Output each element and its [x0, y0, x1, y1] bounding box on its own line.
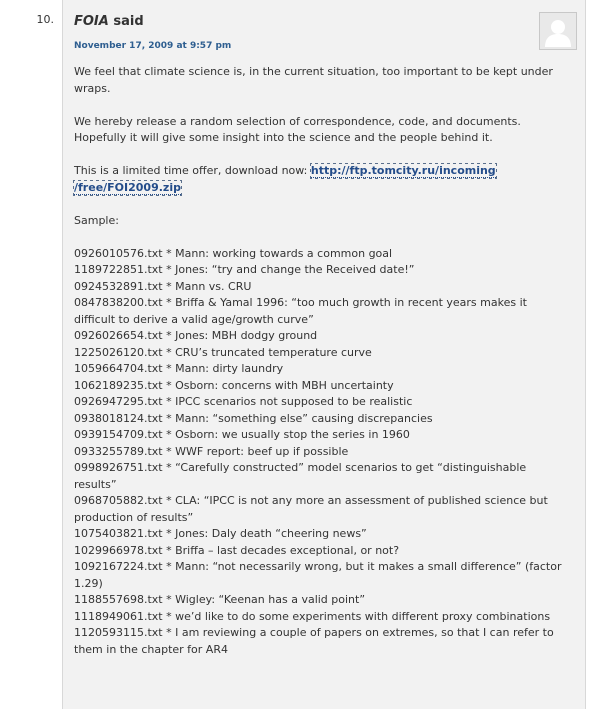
sample-item: 1062189235.txt * Osborn: concerns with MBH uncertainty [74, 378, 394, 392]
sample-item: 0998926751.txt * “Carefully constructed” model scenarios to get “distinguishable results” [74, 461, 527, 491]
sample-item: 1075403821.txt * Jones: Daly death “cheering news” [74, 527, 367, 540]
sample-item: 1225026120.txt * CRU’s truncated temperature curve [74, 345, 372, 359]
comment-number: 10. [36, 13, 54, 26]
author-line [74, 14, 144, 29]
comment-paragraph-2: We hereby release a random selection of correspondence, code, and documents. Hopefully it will give some insight into the science and the people behind it. [74, 114, 521, 144]
sample-item: 0938018124.txt * Mann: “something else” causing discrepancies [74, 411, 433, 425]
sample-item: 1189722851.txt * Jones: “try and change the Received date!” [74, 263, 415, 276]
offer-text: This is a limited time offer, download now: [74, 164, 311, 177]
sample-item: 1118949061.txt * we’d like to do some experiments with different proxy combinations [74, 609, 551, 623]
sample-list [74, 246, 564, 659]
comment-date-link[interactable]: November 17, 2009 at 9:57 pm [74, 41, 232, 51]
sample-item: 1059664704.txt * Mann: dirty laundry [74, 362, 284, 375]
sample-item: 1188557698.txt * Wigley: “Keenan has a valid point” [74, 593, 366, 606]
sample-label: Sample: [74, 213, 119, 227]
sample-item: 0939154709.txt * Osborn: we usually stop the series in 1960 [74, 428, 410, 441]
sample-item: 1120593115.txt * I am reviewing a couple of papers on extremes, so that I can refer to them in the chapter for AR4 [74, 626, 554, 656]
sample-item: 0933255789.txt * WWF report: beef up if possible [74, 444, 349, 458]
sample-item: 0926010576.txt * Mann: working towards a common goal [74, 246, 393, 260]
offer-paragraph [74, 163, 564, 196]
comment-body [74, 64, 564, 658]
sample-item: 0926026654.txt * Jones: MBH dodgy ground [74, 329, 318, 342]
comment-paragraph-1: We feel that climate science is, in the current situation, too important to be kept under wraps. [74, 65, 553, 95]
comment-panel [62, 0, 586, 709]
sample-item: 1092167224.txt * Mann: “not necessarily wrong, but it makes a small difference” (factor 1.29) [74, 560, 562, 590]
sample-item: 0968705882.txt * CLA: “IPCC is not any more an assessment of published science but production of results” [74, 494, 548, 524]
comment-author[interactable]: FOIA [74, 14, 109, 29]
sample-item: 0924532891.txt * Mann vs. CRU [74, 279, 252, 293]
download-link-line2: /free/FOI2009.zip [74, 180, 181, 194]
comment-header [74, 10, 144, 29]
download-link-line1: http://ftp.tomcity.ru/incoming [310, 164, 496, 177]
sample-item: 1029966978.txt * Briffa – last decades exceptional, or not? [74, 543, 400, 557]
sample-item: 0926947295.txt * IPCC scenarios not supposed to be realistic [74, 395, 413, 408]
avatar-icon [539, 12, 577, 50]
said-label: said [113, 14, 144, 29]
sample-item: 0847838200.txt * Briffa & Yamal 1996: “too much growth in recent years makes it difficult to derive a valid age/growth curve” [74, 296, 527, 326]
